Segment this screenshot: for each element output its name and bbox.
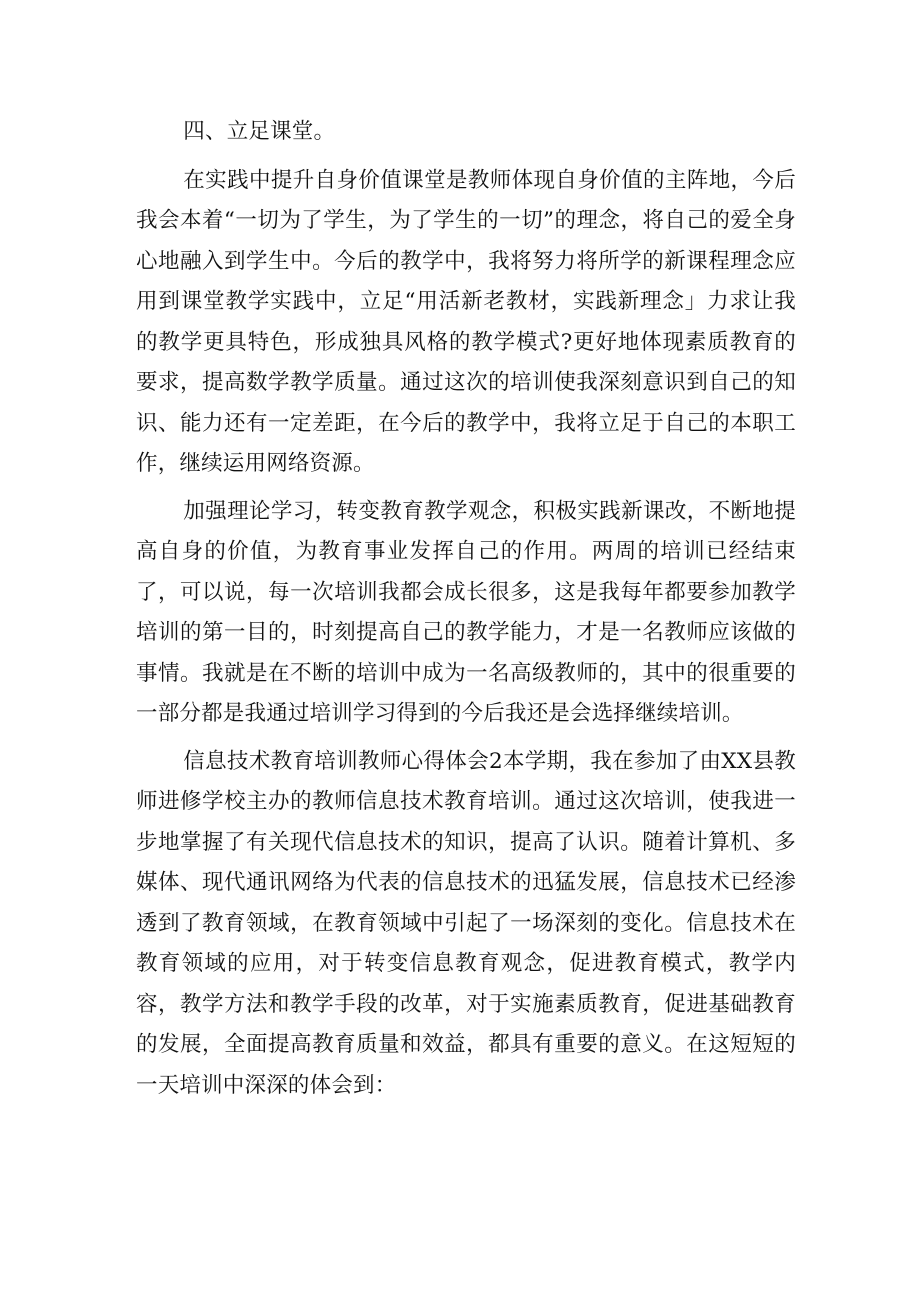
paragraph-classroom-practice: 在实践中提升自身价值课堂是教师体现自身价值的主阵地，今后我会本着“一切为了学生，为了学生的一切”的理念，将自己的爱全身心地融入到学生中。今后的教学中，我将努力将所学的新课程理念应用到课堂教学实践中，立足“用活新老教材，实践新理念」力求让我的教学更具特色，形成独具风格的教学模式?更好地体现素质教育的要求，提高数学教学质量。通过这次的培训使我深刻意识到自己的知识、能力还有一定差距，在今后的教学中，我将立足于自己的本职工作，继续运用网络资源。 [136, 167, 796, 476]
document-body [136, 112, 796, 1106]
section-heading: 四、立足课堂。 [183, 119, 336, 144]
paragraph-it-training: 信息技术教育培训教师心得体会2本学期，我在参加了由XX县教师进修学校主办的教师信息技术教育培训。通过这次培训，使我进一步地掌握了有关现代信息技术的知识，提高了认识。随着计算机、多媒体、现代通讯网络为代表的信息技术的迅猛发展，信息技术已经渗透到了教育领域，在教育领域中引起了一场深刻的变化。信息技术在教育领域的应用，对于转变信息教育观念，促进教育模式，教学内容，教学方法和教学手段的改革，对于实施素质教育，促进基础教育的发展，全面提高教育质量和效益，都具有重要的意义。在这短短的一天培训中深深的体会到： [136, 748, 796, 1098]
paragraph-theory-study: 加强理论学习，转变教育教学观念，积极实践新课改，不断地提高自身的价值，为教育事业发挥自己的作用。两周的培训已经结束了，可以说，每一次培训我都会成长很多，这是我每年都要参加教学培训的第一目的，时刻提高自己的教学能力，才是一名教师应该做的事情。我就是在不断的培训中成为一名高级教师的，其中的很重要的一部分都是我通过培训学习得到的今后我还是会选择继续培训。 [136, 498, 796, 726]
